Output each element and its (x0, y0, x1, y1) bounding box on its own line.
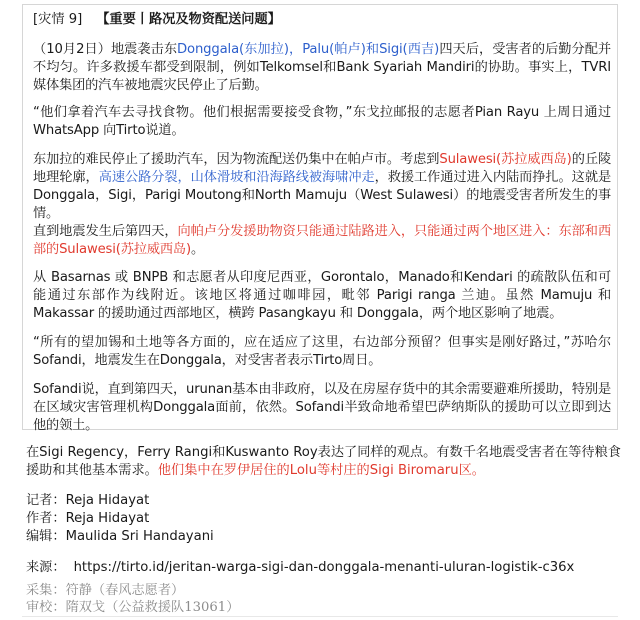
reviewer-name: 隋双戈（公益救援队13061） (65, 600, 240, 615)
editor-name: Maulida Sri Handayani (65, 529, 214, 544)
paragraph-3-text-a: 东加拉的难民停止了援助汽车，因为物流配送仍集中在帕卢市。考虑到 (33, 152, 440, 167)
reviewer-label: 审校： (26, 600, 66, 615)
paragraph-3-text-e: ，救援工作通过进入内陆而挣扎。这就是Donggala，Sigi，Parigi Moutong和North Mamuju（West Sulawesi）的地震受害者所发生的事情。 (33, 170, 611, 221)
paragraph-4-text-c: 。 (190, 242, 205, 257)
collector-label: 采集： (26, 583, 66, 598)
collector-name: 符静（春风志愿者） (65, 583, 185, 598)
paragraph-4-text-a: 直到地震发生后第四天， (33, 224, 178, 239)
sigi-biromaru-highlight: 他们集中在罗伊居住的Lolu等村庄的Sigi Biromaru区。 (157, 463, 485, 478)
author-label: 作者： (26, 511, 66, 526)
paragraph-8 (26, 444, 622, 480)
paragraph-4 (33, 223, 611, 259)
news-card (22, 4, 618, 433)
paragraph-7: Sofandi说，直到第四天，urunan基本由非政府，以及在房屋存货中的其余需要避难所援助，特别是在区域灾害管理机构Donggala面前，依然。Sofandi半致命地希望巴萨纳斯队的援助可以立即到达他的领土。 (33, 382, 611, 433)
bottom-divider (22, 616, 618, 617)
reviewer-line (26, 599, 239, 617)
source-label: 来源： (26, 560, 66, 575)
card-title: 【重要丨路况及物资配送问题】 (96, 12, 281, 27)
paragraph-2: “他们拿着汽车去寻找食物。他们根据需要接受食物，”东戈拉邮报的志愿者Pian Rayu 上周日通过 WhatsApp 向Tirto说道。 (33, 105, 611, 138)
paragraph-3 (33, 151, 611, 223)
paragraph-6: “所有的望加锡和土地等各方面的，应在适应了这里，右边部分预留？但事实是刚好路过，”苏哈尔Sofandi，地震发生在Donggala，对受害者表示Tirto周日。 (33, 335, 611, 368)
paragraph-8-text-a: 在Sigi Regency，Ferry Rangi和Kuswanto Roy表达了同样的观点。有数千名地震受害者在等待粮食援助和其他基本需求。 (26, 445, 621, 478)
collector-line (26, 582, 184, 600)
paragraph-1-text-c: 四天后，受害者的后勤分配并不均匀。许多救援车都受到限制，例如Telkomsel和Bank Syariah Mandiri的协助。事实上，TVRI媒体集团的汽车被地震灾民停止了后勤。 (33, 42, 611, 93)
card-header (33, 11, 281, 29)
aid-route-highlight: 向帕卢分发援助物资只能通过陆路进入，只能通过两个地区进入：东部和西部的Sulawesi(苏拉威西岛) (33, 224, 611, 257)
reporter-name: Reja Hidayat (65, 493, 150, 508)
author-name: Reja Hidayat (65, 511, 150, 526)
editor-line (26, 528, 214, 546)
editor-label: 编辑： (26, 529, 66, 544)
source-line (26, 559, 574, 577)
paragraph-5: 从 Basarnas 或 BNPB 和志愿者从印度尼西亚，Gorontalo，Manado和Kendari 的疏散队伍和可能通过东部作为线附近。该地区将通过咖啡园，毗邻 Parigi ranga 兰迪。虽然 Mamuju 和 Makassar 的援助通过西部地区，横跨 Pasangkayu 和 Donggala，两个地区影响了地震。 (33, 270, 611, 321)
reporter-label: 记者： (26, 493, 66, 508)
source-link[interactable]: https://tirto.id/jeritan-warga-sigi-dan-donggala-menanti-uluran-logistik-c36x (73, 560, 575, 575)
sulawesi-highlight: Sulawesi(苏拉威西岛) (439, 152, 572, 167)
author-line (26, 510, 149, 528)
paragraph-3-text-c: 的丘陵地理轮廓， (33, 152, 611, 185)
reporter-line (26, 492, 149, 510)
road-damage-highlight: 高速公路分裂，山体滑坡和沿海路线被海啸冲走 (98, 170, 375, 185)
paragraph-1 (33, 41, 611, 95)
location-highlight: Donggala(东加拉)，Palu(帕卢)和Sigi(西吉) (177, 42, 440, 57)
disaster-tag: [灾情 9] (33, 12, 83, 27)
paragraph-1-text-a: （10月2日）地震袭击东 (33, 42, 178, 57)
